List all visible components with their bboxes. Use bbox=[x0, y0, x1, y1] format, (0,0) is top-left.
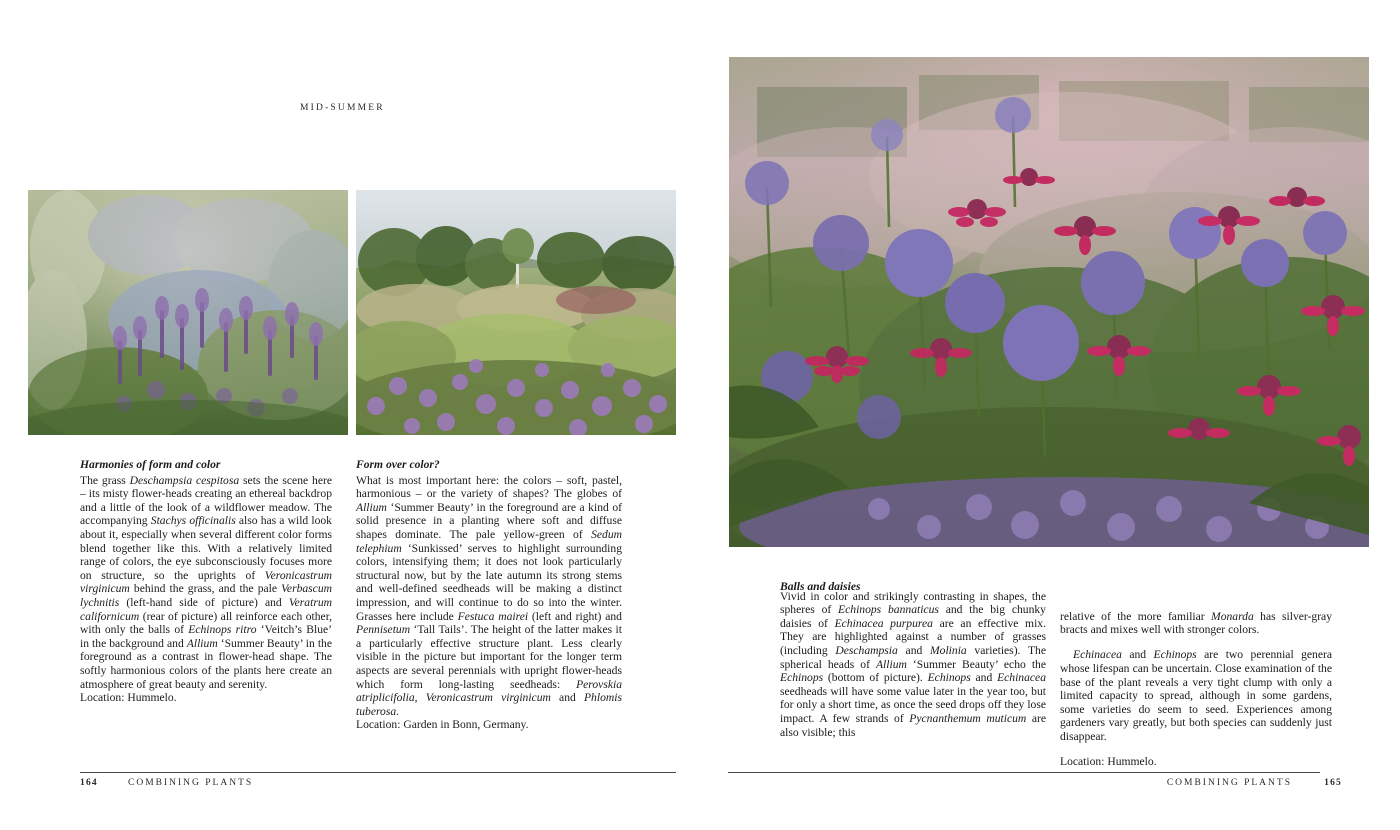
right-column-one bbox=[780, 578, 1046, 751]
left-folio-number: 164 bbox=[80, 778, 98, 788]
right-column-one-body: Vivid in color and strikingly contrasting in shapes, the spheres of Echinops bannaticus and the big chunky daisies of Echinacea purpurea are an effective mix. They are highlighted against a number of grasses (including Deschampsia and Molinia varieties). The spherical heads of Allium ‘Summer Beauty’ echo the Echinops (bottom of picture). Echinops and Echinacea seedheads will have some value later in the year too, but for only a short time, as once the seed drops off they lose impact. A few strands of Pycnanthemum muticum are also visible; this bbox=[780, 589, 1047, 739]
right-column-two bbox=[1060, 598, 1332, 780]
running-head: MID-SUMMER bbox=[300, 103, 385, 113]
left-column-two-body: What is most important here: the colors – soft, pastel, harmonious – or the variety of shapes? The globes of Allium ‘Summer Beauty’ in the foreground are a kind of solid presence in a planting where soft and diffuse shapes dominate. The pale yellow-green of Sedum telephium ‘Sunkissed’ serves to highlight surrounding colors, intensifying them; it does not look particularly structural now, but by the late autumn its strong stems and well-defined seedheads will be making a distinct impression, and will continue to do so into the winter. Grasses here include Festuca mairei (left and right) and Pennisetum ‘Tall Tails’. The height of the latter makes it a particularly effective structure plant. Less clearly visible in the picture but important for the longer term aspects are several perennials with upright flower-heads which form long-lasting seedheads: Perovskia atriplicifolia, Veronicastrum virginicum and Phlomis tuberosa. bbox=[356, 473, 622, 718]
right-page-subhead: Balls and daisies bbox=[780, 580, 861, 593]
right-page bbox=[700, 0, 1400, 830]
photo-bonn-garden-planting-image bbox=[356, 190, 676, 435]
left-column-one-body: The grass Deschampsia cespitosa sets the scene here – its misty flower-heads creating an ethereal backdrop and a little of the look of a wildflower meadow. The accompanying Stachys officinalis also has a wild look about it, especially when several different color forms blend together like this. With a relatively limited range of colors, the eye subconsciously focuses more on structure, so the uprights of Veronicastrum virginicum behind the grass, and the pale Verbascum lychnitis (left-hand side of picture) and Veratrum californicum (rear of picture) all reinforce each other, with only the balls of Echinops ritro ‘Veitch’s Blue’ in the background and Allium ‘Summer Beauty’ in the foreground as a contrast in flower-head shape. The softly harmonious colors of the plants here create an atmosphere of great beauty and serenity. bbox=[80, 473, 333, 691]
right-folio-number: 165 bbox=[1324, 778, 1342, 788]
left-column-two bbox=[356, 458, 622, 732]
photo-echinops-echinacea-border-image bbox=[729, 57, 1369, 547]
left-column-two-location: Location: Garden in Bonn, Germany. bbox=[356, 718, 529, 732]
left-footer-rule bbox=[80, 772, 676, 773]
photo-bonn-garden-planting bbox=[356, 190, 676, 435]
left-column-one-location: Location: Hummelo. bbox=[80, 691, 177, 705]
left-column-one-subhead: Harmonies of form and color bbox=[80, 458, 221, 471]
right-column-two-body-b: Echinacea and Echinops are two perennial genera whose lifespan can be uncertain. Close examination of the base of the plant reveals a very tight clump with only a limited capacity to spread, although in some gardens, some varieties do seem to seed. Experiences among gardeners vary greatly, but both species can suddenly just disappear. bbox=[1060, 648, 1332, 743]
left-folio-text: COMBINING PLANTS bbox=[128, 778, 254, 788]
left-column-two-subhead: Form over color? bbox=[356, 458, 440, 471]
right-footer-rule bbox=[728, 772, 1320, 773]
right-column-two-body-a: relative of the more familiar Monarda has silver-gray bracts and mixes well with stronger colors. bbox=[1060, 609, 1332, 637]
right-column-two-location: Location: Hummelo. bbox=[1060, 755, 1157, 769]
left-column-one bbox=[80, 458, 332, 705]
photo-wildflower-meadow-border-image bbox=[28, 190, 348, 435]
right-folio-text: COMBINING PLANTS bbox=[1166, 778, 1292, 788]
photo-wildflower-meadow-border bbox=[28, 190, 348, 435]
photo-echinops-echinacea-border bbox=[729, 57, 1369, 547]
